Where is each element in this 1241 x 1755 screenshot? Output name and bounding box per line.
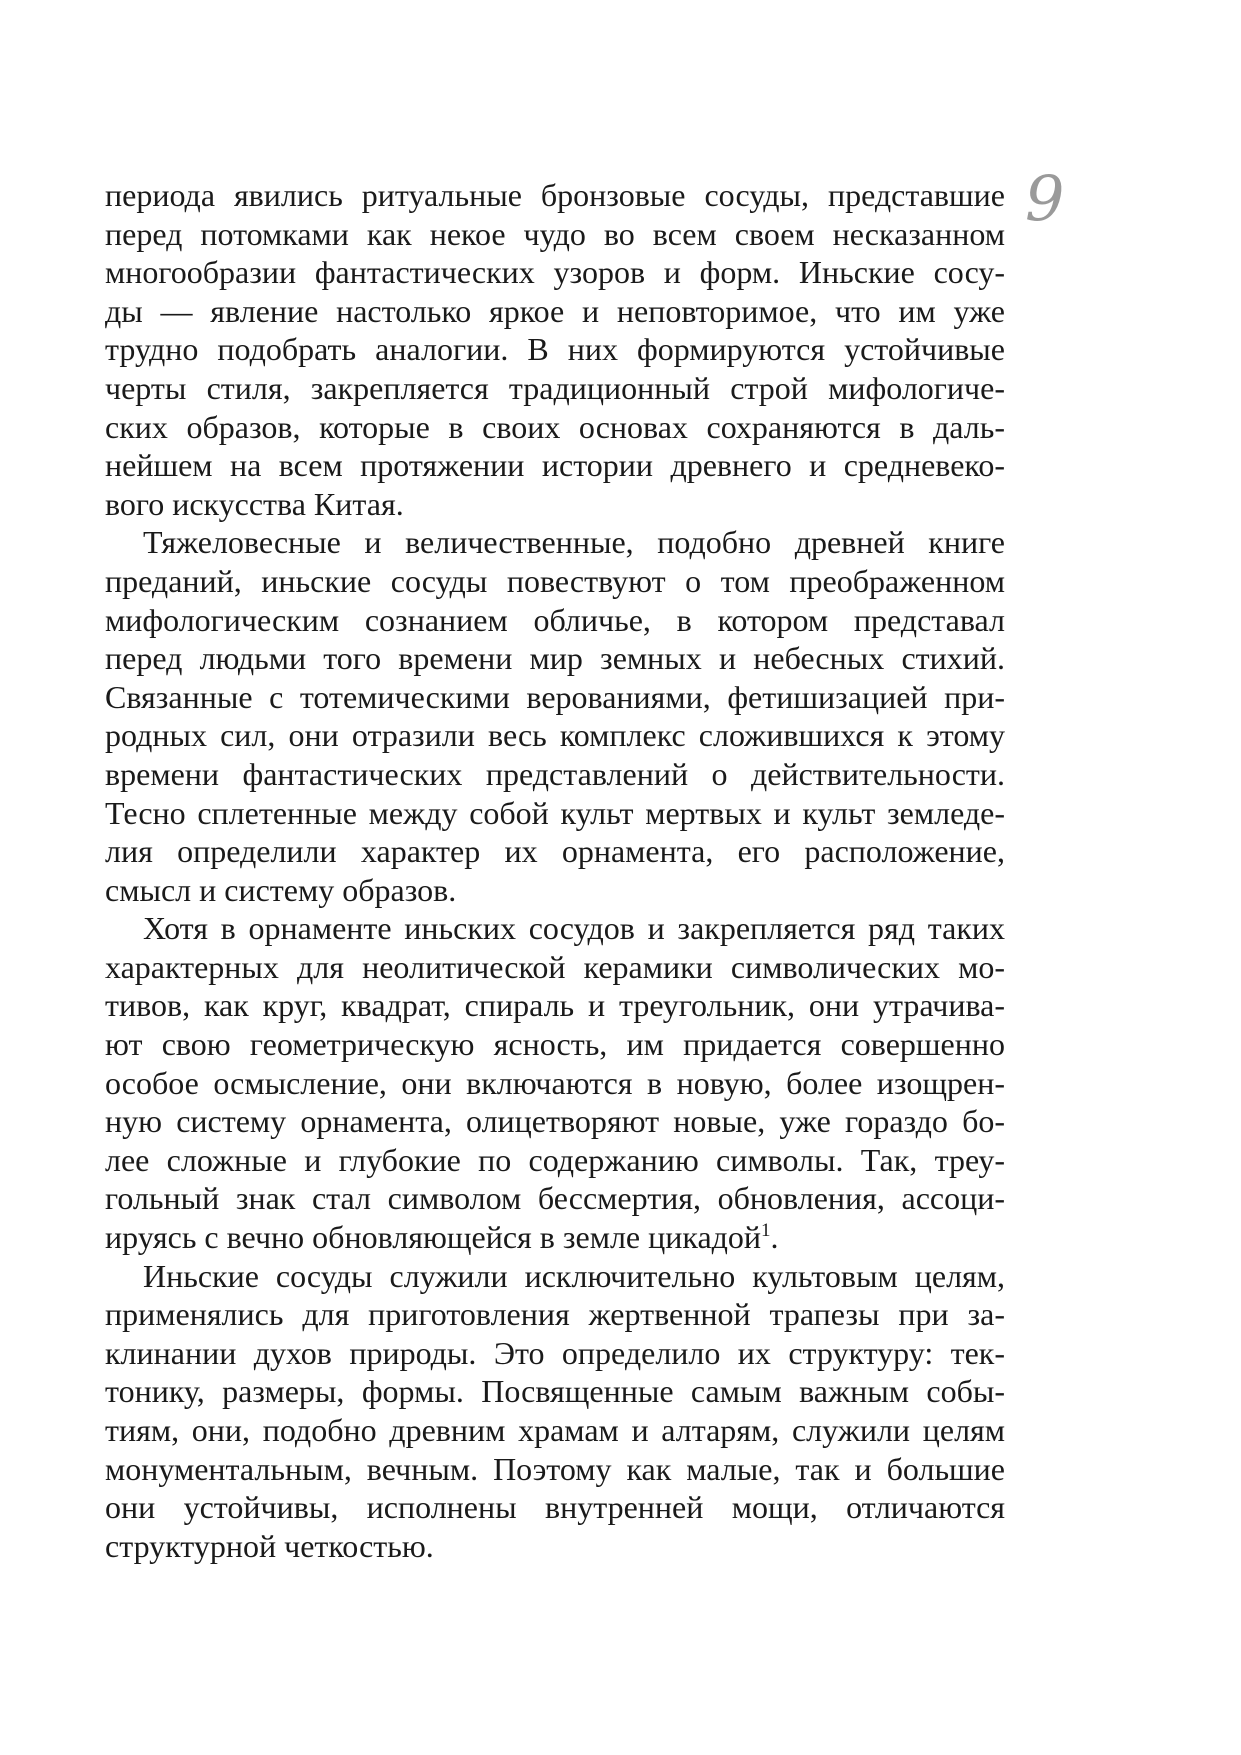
text-line: лия определили характер их орнамента, его расположение, xyxy=(105,833,1005,870)
text-line: ды — явление настолько яркое и неповторимое, что им уже xyxy=(105,292,1005,329)
text-line: родных сил, они отразили весь комплекс сложившихся к этому xyxy=(105,717,1005,754)
text-line: многообразии фантастических узоров и форм. Иньские сосу- xyxy=(105,254,1005,291)
text-line: Тяжеловесные и величественные, подобно древней книге xyxy=(143,524,1005,561)
text-line-with-footnote xyxy=(105,1218,1005,1257)
text-line: Хотя в орнаменте иньских сосудов и закрепляется ряд таких xyxy=(143,910,1005,947)
paragraph-3 xyxy=(105,909,1005,1256)
text-line: они устойчивы, исполнены внутренней мощи, отличаются xyxy=(105,1489,1005,1526)
footnote-ref[interactable]: 1 xyxy=(761,1220,771,1242)
text-line: тонику, размеры, формы. Посвященные самым важным собы- xyxy=(105,1373,1005,1410)
text-line: перед потомками как некое чудо во всем своем несказанном xyxy=(105,215,1005,252)
text-line: особое осмысление, они включаются в новую, более изощрен- xyxy=(105,1064,1005,1101)
text-line: ную систему орнамента, олицетворяют новые, уже гораздо бо- xyxy=(105,1103,1005,1140)
paragraph-4 xyxy=(105,1257,1005,1566)
text-line: трудно подобрать аналогии. В них формируются устойчивые xyxy=(105,331,1005,368)
text-line: нейшем на всем протяжении истории древнего и средневеко- xyxy=(105,447,1005,484)
text-line: клинании духов природы. Это определило их структуру: тек- xyxy=(105,1334,1005,1371)
text-line: характерных для неолитической керамики символических мо- xyxy=(105,948,1005,985)
text-line: ских образов, которые в своих основах сохраняются в даль- xyxy=(105,408,1005,445)
text-line: ют свою геометрическую ясность, им придается совершенно xyxy=(105,1026,1005,1063)
page-number: 9 xyxy=(1025,162,1065,235)
text-line: монументальным, вечным. Поэтому как малые, так и большие xyxy=(105,1450,1005,1487)
text-line: Связанные с тотемическими верованиями, фетишизацией при- xyxy=(105,678,1005,715)
text-line: Тесно сплетенные между собой культ мертвых и культ земледе- xyxy=(105,794,1005,831)
text-line: периода явились ритуальные бронзовые сосуды, представшие xyxy=(105,177,1005,213)
text-line: времени фантастических представлений о действительности. xyxy=(105,755,1005,792)
text-line: преданий, иньские сосуды повествуют о том преображенном xyxy=(105,562,1005,599)
paragraph-2 xyxy=(105,523,1005,909)
body-text xyxy=(105,176,1005,1565)
text-line: тивов, как круг, квадрат, спираль и треугольник, они утрачива- xyxy=(105,987,1005,1024)
text-line: гольный знак стал символом бессмертия, обновления, ассоци- xyxy=(105,1180,1005,1217)
text-line: применялись для приготовления жертвенной трапезы при за- xyxy=(105,1296,1005,1333)
text-line-content: ируясь с вечно обновляющейся в земле цикадой xyxy=(105,1219,762,1256)
text-line: тиям, они, подобно древним храмам и алтарям, служили целям xyxy=(105,1412,1005,1448)
text-line: Иньские сосуды служили исключительно культовым целям, xyxy=(143,1257,1005,1294)
text-line: вого искусства Китая. xyxy=(105,485,404,522)
paragraph-1 xyxy=(105,176,1005,523)
text-line: перед людьми того времени мир земных и небесных стихий. xyxy=(105,640,1005,677)
text-line: смысл и систему образов. xyxy=(105,871,457,908)
text-line: мифологическим сознанием обличье, в котором представал xyxy=(105,601,1005,638)
text-line: лее сложные и глубокие по содержанию символы. Так, треу- xyxy=(105,1141,1005,1178)
text-line: структурной четкостью. xyxy=(105,1527,434,1564)
end-punctuation: . xyxy=(770,1219,779,1256)
text-line: черты стиля, закрепляется традиционный строй мифологиче- xyxy=(105,369,1005,406)
